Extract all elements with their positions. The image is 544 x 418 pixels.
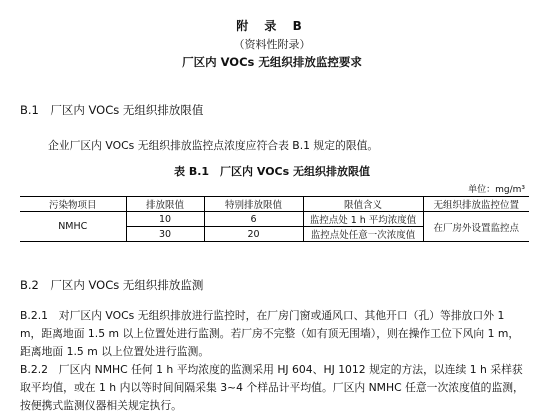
- table-header-cell: 无组织排放监控位置: [423, 197, 529, 212]
- special-limit-cell: 20: [204, 227, 303, 242]
- table-caption: 表 B.1 厂区内 VOCs 无组织排放限值: [174, 165, 370, 178]
- table-header-cell: 排放限值: [126, 197, 204, 212]
- table-header-row: [20, 197, 529, 212]
- table-header-cell: 污染物项目: [20, 197, 126, 212]
- section-b1-intro: 企业厂区内 VOCs 无组织排放监控点浓度应符合表 B.1 规定的限值。: [48, 139, 379, 152]
- limit-cell: 10: [126, 212, 204, 227]
- pollutant-cell: NMHC: [20, 212, 126, 242]
- section-b1-heading: B.1 厂区内 VOCs 无组织排放限值: [20, 103, 204, 117]
- appendix-nature: （资料性附录）: [233, 38, 311, 51]
- limits-table: [20, 196, 529, 242]
- section-b2-heading: B.2 厂区内 VOCs 无组织排放监测: [20, 278, 204, 292]
- appendix-label: 附 录 B: [236, 19, 308, 33]
- location-cell: 在厂房外设置监控点: [423, 212, 529, 242]
- table-header-cell: 限值含义: [303, 197, 423, 212]
- paragraph-b2-1: B.2.1 对厂区内 VOCs 无组织排放进行监控时，在厂房门窗或通风口、其他开口（孔）等排放口外 1 m，距离地面 1.5 m 以上位置处进行监测。若厂房不完整（如有顶无围墙），则在操作工位下风向 1 m，距离地面 1.5 m 以上位置处进行监测。: [20, 309, 520, 358]
- table-unit: 单位：mg/m³: [468, 185, 525, 195]
- limit-cell: 30: [126, 227, 204, 242]
- meaning-cell: 监控点处任意一次浓度值: [303, 227, 423, 242]
- special-limit-cell: 6: [204, 212, 303, 227]
- meaning-cell: 监控点处 1 h 平均浓度值: [303, 212, 423, 227]
- paragraph-b2-2: B.2.2 厂区内 NMHC 任何 1 h 平均浓度的监测采用 HJ 604、HJ 1012 规定的方法，以连续 1 h 采样获取平均值，或在 1 h 内以等时间间隔采集 3~4 个样品计平均值。厂区内 NMHC 任意一次浓度值的监测，按便携式监测仪器相关规定执行。: [20, 363, 524, 412]
- appendix-title: 厂区内 VOCs 无组织排放监控要求: [182, 55, 362, 69]
- table-row: [20, 212, 529, 227]
- table-header-cell: 特别排放限值: [204, 197, 303, 212]
